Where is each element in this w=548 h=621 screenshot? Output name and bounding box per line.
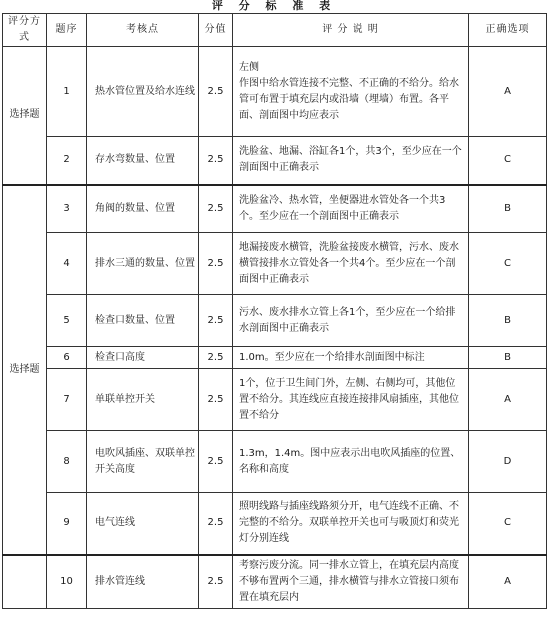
row-number: 10: [47, 555, 87, 609]
header-option: 正确选项: [469, 14, 547, 47]
row-number: 6: [47, 347, 87, 369]
header-method: 评分方式: [3, 14, 47, 47]
row-option: C: [469, 233, 547, 295]
row-option: B: [469, 295, 547, 347]
table-row: [3, 369, 547, 431]
header-row: [3, 14, 547, 47]
table-row: [3, 431, 547, 493]
row-score: 2.5: [199, 431, 233, 493]
row-score: 2.5: [199, 555, 233, 609]
row-number: 7: [47, 369, 87, 431]
row-score: 2.5: [199, 369, 233, 431]
table-row: [3, 137, 547, 185]
table-row: [3, 555, 547, 609]
header-desc: 评 分 说 明: [233, 14, 469, 47]
row-number: 8: [47, 431, 87, 493]
row-option: D: [469, 431, 547, 493]
row-number: 9: [47, 493, 87, 555]
table-title: 评 分 标 准 表: [211, 0, 337, 12]
row-description: 地漏接废水横管，洗脸盆接废水横管，污水、废水横管接排水立管处各一个共4个。至少应在一个剖面图中正确表示: [233, 233, 469, 295]
row-check-point: 热水管位置及给水连线: [87, 47, 199, 137]
row-option: A: [469, 47, 547, 137]
empty-method-cell: [3, 555, 47, 609]
row-check-point: 存水弯数量、位置: [87, 137, 199, 185]
table-row: [3, 185, 547, 233]
table-row: [3, 347, 547, 369]
row-description: 洗脸盆、地漏、浴缸各1个，共3个，至少应在一个剖面图中正确表示: [233, 137, 469, 185]
table-row: [3, 295, 547, 347]
row-option: C: [469, 137, 547, 185]
row-description: 1.3m，1.4m。图中应表示出电吹风插座的位置、名称和高度: [233, 431, 469, 493]
row-option: B: [469, 185, 547, 233]
row-check-point: 排水管连线: [87, 555, 199, 609]
row-option: C: [469, 493, 547, 555]
row-option: A: [469, 555, 547, 609]
row-check-point: 检查口数量、位置: [87, 295, 199, 347]
row-number: 1: [47, 47, 87, 137]
row-number: 4: [47, 233, 87, 295]
row-check-point: 单联单控开关: [87, 369, 199, 431]
header-point: 考核点: [87, 14, 199, 47]
row-score: 2.5: [199, 295, 233, 347]
row-description: 1个，位于卫生间门外，左侧、右侧均可，其他位置不给分。其连线应直接连接排风扇插座，其他位置不给分: [233, 369, 469, 431]
row-description: 考察污废分流。同一排水立管上，在填充层内高度不够布置两个三通，排水横管与排水立管接口须布置在填充层内: [233, 555, 469, 609]
header-no: 题序: [47, 14, 87, 47]
row-score: 2.5: [199, 493, 233, 555]
scoring-table: [2, 13, 547, 609]
table-row: [3, 233, 547, 295]
row-number: 5: [47, 295, 87, 347]
row-score: 2.5: [199, 137, 233, 185]
table-row: [3, 493, 547, 555]
row-description: 左侧 作图中给水管连接不完整、不正确的不给分。给水管可布置于填充层内或沿墙（埋墙）布置。各平面、剖面图中均应表示: [233, 47, 469, 137]
header-score: 分值: [199, 14, 233, 47]
table-body: [3, 47, 547, 609]
row-description: 洗脸盆冷、热水管，坐便器进水管处各一个共3个。至少应在一个剖面图中正确表示: [233, 185, 469, 233]
row-option: B: [469, 347, 547, 369]
table-row: [3, 47, 547, 137]
group-label: 选择题: [3, 185, 47, 555]
row-check-point: 排水三通的数量、位置: [87, 233, 199, 295]
row-description: 污水、废水排水立管上各1个，至少应在一个给排水剖面图中正确表示: [233, 295, 469, 347]
row-check-point: 电吹风插座、双联单控开关高度: [87, 431, 199, 493]
row-score: 2.5: [199, 47, 233, 137]
row-number: 2: [47, 137, 87, 185]
row-option: A: [469, 369, 547, 431]
row-check-point: 检查口高度: [87, 347, 199, 369]
group-label: 选择题: [3, 47, 47, 185]
row-check-point: 电气连线: [87, 493, 199, 555]
row-description: 照明线路与插座线路须分开，电气连线不正确、不完整的不给分。双联单控开关也可与吸顶灯和荧光灯分别连线: [233, 493, 469, 555]
row-score: 2.5: [199, 185, 233, 233]
row-score: 2.5: [199, 347, 233, 369]
row-number: 3: [47, 185, 87, 233]
row-check-point: 角阀的数量、位置: [87, 185, 199, 233]
row-score: 2.5: [199, 233, 233, 295]
row-description: 1.0m。至少应在一个给排水剖面图中标注: [233, 347, 469, 369]
